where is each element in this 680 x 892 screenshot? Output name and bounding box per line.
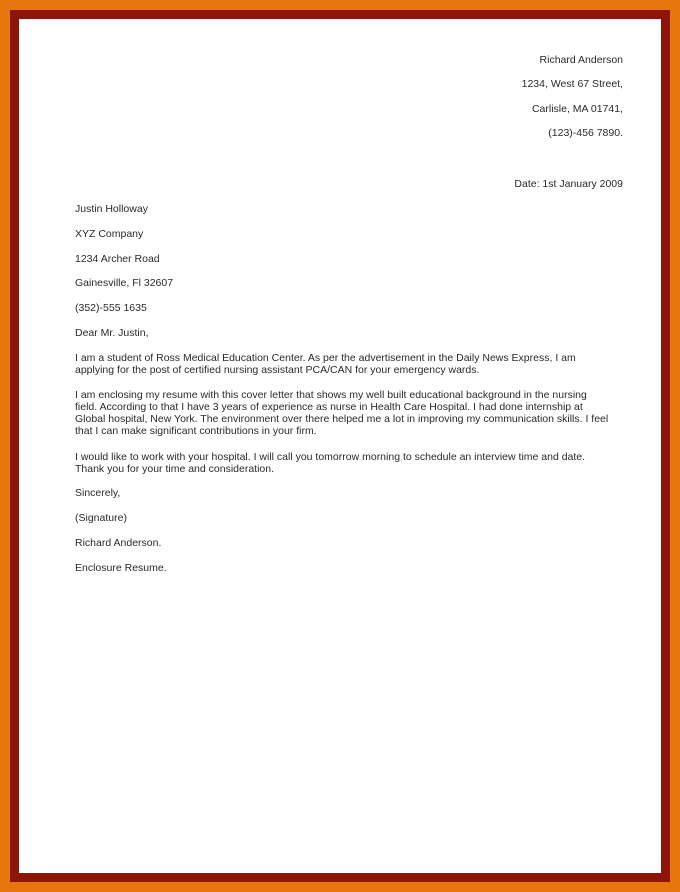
recipient-city: Gainesville, Fl 32607: [75, 277, 174, 289]
letter-date: Date: 1st January 2009: [514, 178, 623, 190]
signature: (Signature): [75, 512, 127, 524]
body-paragraph-1: [75, 352, 627, 376]
body-line: Thank you for your time and consideration.: [75, 463, 275, 475]
sender-name: Richard Anderson: [539, 54, 623, 66]
body-paragraph-3: [75, 451, 627, 475]
recipient-company: XYZ Company: [75, 228, 144, 240]
body-line: field. According to that I have 3 years of experience as nurse in Health Care Hospital. I had done internship at: [75, 401, 583, 413]
body-line: I would like to work with your hospital. I will call you tomorrow morning to schedule an interview time and date.: [75, 451, 586, 463]
body-line: I am enclosing my resume with this cover letter that shows my well built educational background in the nursing: [75, 389, 587, 401]
letter-page: [19, 19, 661, 873]
body-paragraph-2: [75, 389, 627, 437]
closing: Sincerely,: [75, 487, 121, 499]
body-line: that I can make significant contributions in your firm.: [75, 425, 317, 437]
signer-name: Richard Anderson.: [75, 537, 162, 549]
body-line: I am a student of Ross Medical Education Center. As per the advertisement in the Daily News Express, I am: [75, 352, 576, 364]
recipient-phone: (352)-555 1635: [75, 302, 147, 314]
sender-phone: (123)-456 7890.: [548, 127, 623, 139]
salutation: Dear Mr. Justin,: [75, 327, 149, 339]
recipient-name: Justin Holloway: [75, 203, 148, 215]
recipient-street: 1234 Archer Road: [75, 253, 160, 265]
enclosure: Enclosure Resume.: [75, 562, 167, 574]
body-line: Global hospital, New York. The environment over there helped me a lot in improving my communication skills. I feel: [75, 413, 609, 425]
sender-city: Carlisle, MA 01741,: [531, 103, 623, 115]
sender-street: 1234, West 67 Street,: [521, 78, 623, 90]
body-line: applying for the post of certified nursing assistant PCA/CAN for your emergency wards.: [75, 364, 480, 376]
